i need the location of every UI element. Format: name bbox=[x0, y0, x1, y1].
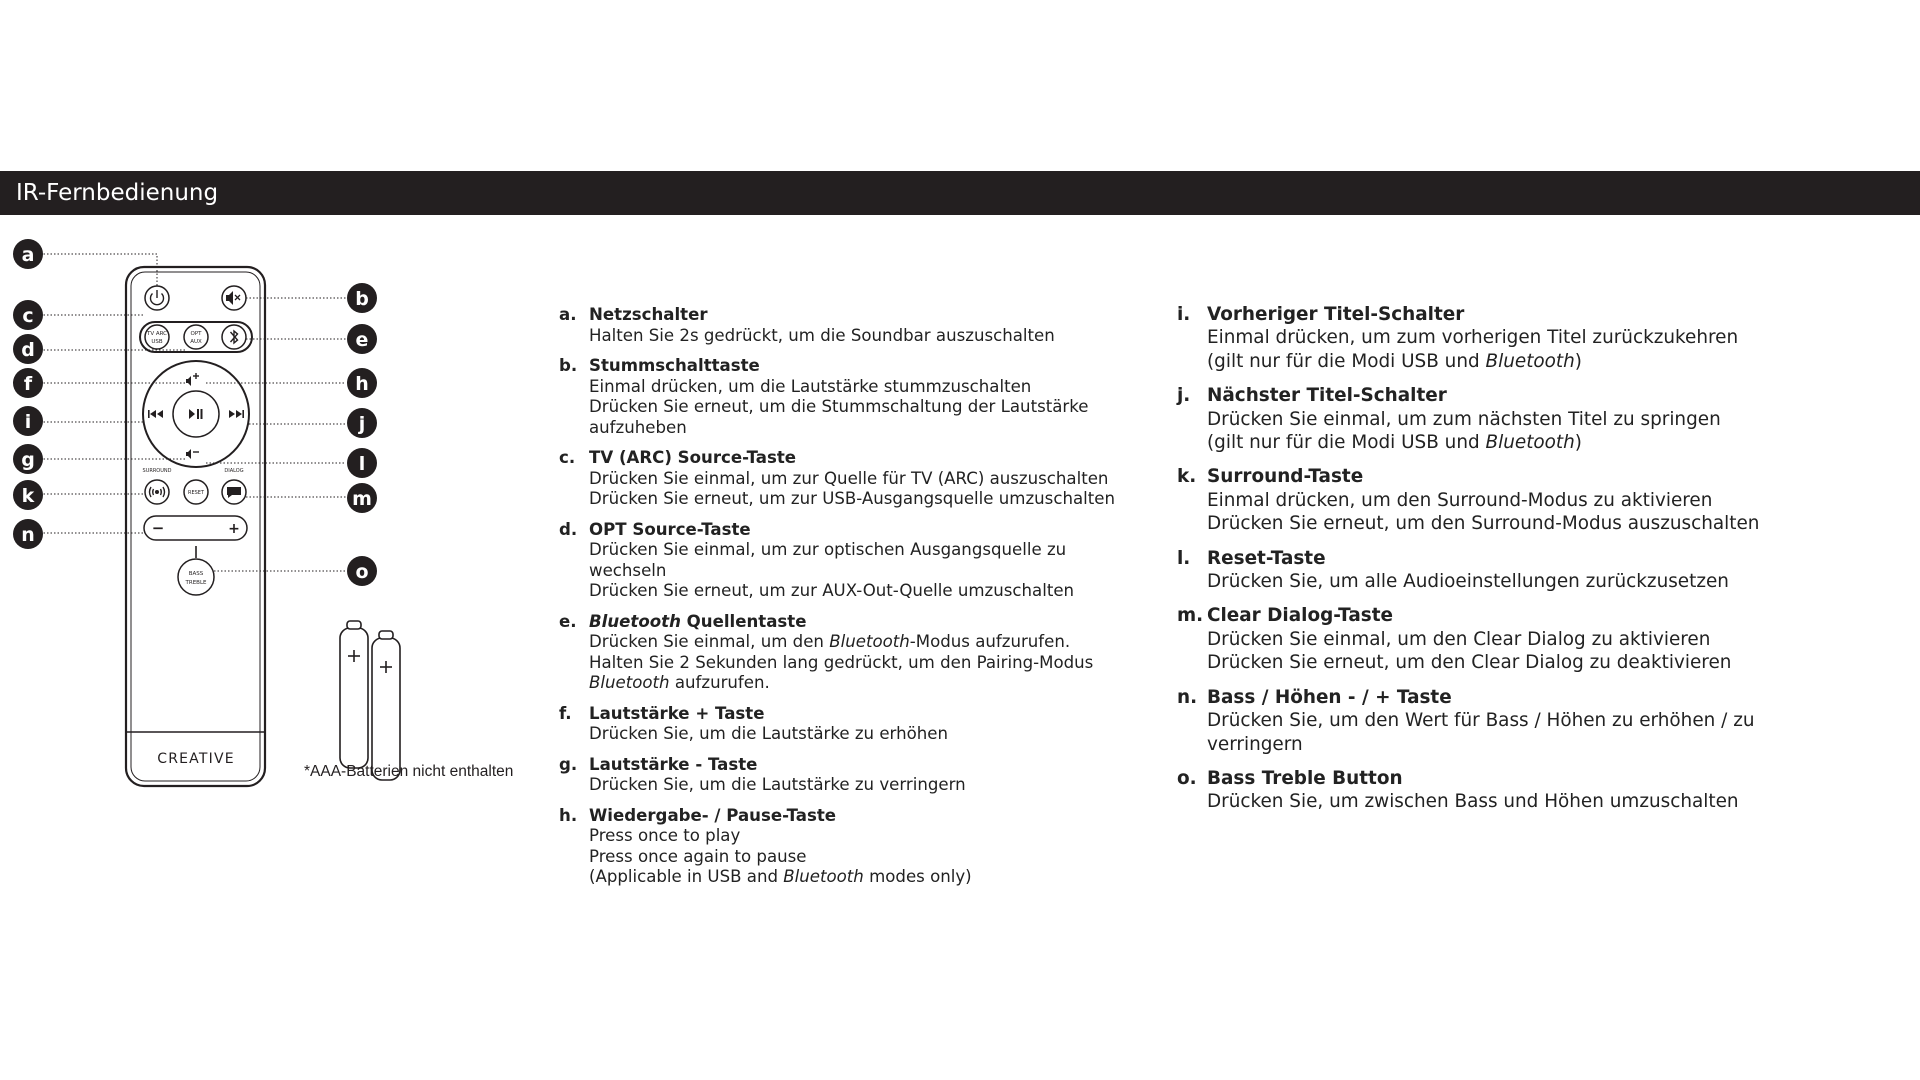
dialog-icon bbox=[227, 487, 241, 498]
item-title: Reset-Taste bbox=[1207, 547, 1326, 569]
item-line: (Applicable in USB and Bluetooth modes only) bbox=[589, 867, 972, 886]
opt-aux-button bbox=[184, 325, 208, 349]
item-line: Drücken Sie einmal, um zur optischen Ausgangsquelle zu wechseln bbox=[589, 540, 1067, 580]
item-title: Netzschalter bbox=[589, 305, 708, 324]
item-line: Drücken Sie, um alle Audioeinstellungen zurückzusetzen bbox=[1207, 571, 1729, 593]
callout-f: f bbox=[23, 373, 33, 395]
callout-e: e bbox=[355, 329, 369, 351]
callout-n: n bbox=[21, 524, 35, 546]
item-line: Einmal drücken, um die Lautstärke stummzuschalten bbox=[589, 376, 1032, 396]
opt-label: OPT bbox=[190, 331, 202, 337]
item-letter: g. bbox=[559, 754, 578, 774]
description-item bbox=[1177, 384, 1777, 454]
item-letter: a. bbox=[559, 305, 577, 324]
description-item bbox=[559, 704, 1119, 745]
item-line: Drücken Sie erneut, um den Clear Dialog zu deaktivieren bbox=[1207, 652, 1732, 674]
item-letter: m. bbox=[1177, 605, 1204, 627]
description-item bbox=[1177, 604, 1777, 674]
callout-c: c bbox=[22, 305, 34, 327]
callout-j: j bbox=[358, 413, 366, 435]
item-title: Lautstärke - Taste bbox=[589, 754, 758, 774]
item-letter: j. bbox=[1177, 385, 1191, 407]
item-title: Surround-Taste bbox=[1207, 466, 1364, 488]
volume-down-icon bbox=[186, 449, 191, 459]
description-item bbox=[559, 520, 1119, 602]
item-letter: c. bbox=[559, 448, 576, 467]
description-item bbox=[559, 356, 1119, 438]
callout-g: g bbox=[21, 449, 35, 471]
item-line: Press once again to pause bbox=[589, 846, 807, 866]
callout-i: i bbox=[24, 411, 32, 433]
callout-a: a bbox=[21, 244, 35, 266]
item-letter: i. bbox=[1177, 304, 1191, 325]
description-item bbox=[559, 448, 1119, 510]
item-title: Stummschalttaste bbox=[589, 356, 760, 375]
item-letter: b. bbox=[559, 356, 578, 375]
description-column-left bbox=[559, 305, 1119, 898]
item-line: Drücken Sie erneut, um zur AUX-Out-Quelle umzuschalten bbox=[589, 581, 1075, 600]
item-line: Drücken Sie erneut, um den Surround-Modus auszuschalten bbox=[1207, 513, 1760, 535]
item-line: Drücken Sie einmal, um zum nächsten Titel zu springen bbox=[1207, 408, 1721, 430]
item-title: Vorheriger Titel-Schalter bbox=[1207, 304, 1465, 325]
mute-button bbox=[222, 286, 246, 310]
page-title: IR-Fernbedienung bbox=[16, 180, 219, 206]
tv-arc-button bbox=[145, 325, 169, 349]
header-bar bbox=[0, 171, 1920, 215]
surround-label: SURROUND bbox=[142, 468, 172, 474]
item-letter: e. bbox=[559, 611, 577, 631]
battery-note: *AAA-Batterien nicht enthalten bbox=[304, 763, 514, 780]
callout-k: k bbox=[21, 485, 35, 507]
item-title: Bass / Höhen - / + Taste bbox=[1207, 686, 1452, 708]
item-line: Drücken Sie, um den Wert für Bass / Höhen zu erhöhen / zu verringern bbox=[1207, 710, 1755, 755]
item-title: OPT Source-Taste bbox=[589, 519, 751, 539]
callout-d: d bbox=[21, 339, 35, 361]
treble-label: TREBLE bbox=[185, 580, 207, 586]
description-column-right bbox=[1177, 303, 1777, 825]
item-line: Drücken Sie erneut, um zur USB-Ausgangsquelle umzuschalten bbox=[589, 489, 1115, 508]
batteries bbox=[340, 621, 400, 780]
minus-label: − bbox=[151, 519, 165, 537]
item-line: Drücken Sie einmal, um den Bluetooth-Modus aufzurufen. Halten Sie 2 Sekunden lang gedrückt, um den Pairing-Modus Bluetooth aufzurufen. bbox=[589, 632, 1094, 692]
callout-m: m bbox=[352, 488, 372, 510]
item-title: Nächster Titel-Schalter bbox=[1207, 385, 1447, 407]
item-line: Drücken Sie erneut, um die Stummschaltung der Lautstärke aufzuheben bbox=[589, 397, 1089, 437]
item-line: Einmal drücken, um den Surround-Modus zu aktivieren bbox=[1207, 489, 1713, 511]
play-pause-icon bbox=[189, 409, 195, 419]
item-line: Drücken Sie, um zwischen Bass und Höhen umzuschalten bbox=[1207, 791, 1739, 813]
item-line: (gilt nur für die Modi USB und Bluetooth) bbox=[1207, 350, 1582, 372]
description-item bbox=[1177, 303, 1777, 373]
callout-l: l bbox=[358, 453, 366, 475]
reset-label: RESET bbox=[187, 490, 205, 496]
item-line: (gilt nur für die Modi USB und Bluetooth) bbox=[1207, 432, 1582, 454]
description-item bbox=[559, 612, 1119, 694]
callout-h: h bbox=[355, 373, 369, 395]
description-item bbox=[1177, 465, 1777, 535]
item-letter: n. bbox=[1177, 686, 1198, 708]
item-title bbox=[589, 612, 1119, 633]
bass-treble-button bbox=[178, 559, 214, 595]
item-title-emphasis: Bluetooth bbox=[589, 611, 681, 631]
item-line: Drücken Sie einmal, um zur Quelle für TV (ARC) auszuschalten bbox=[589, 468, 1109, 488]
volume-up-icon bbox=[186, 376, 191, 386]
item-letter: l. bbox=[1177, 547, 1191, 569]
item-letter: d. bbox=[559, 519, 578, 539]
description-item bbox=[559, 305, 1119, 346]
item-title: Clear Dialog-Taste bbox=[1207, 605, 1393, 627]
play-pause-button bbox=[173, 391, 219, 437]
item-title: Lautstärke + Taste bbox=[589, 703, 765, 723]
item-title-text: Quellentaste bbox=[680, 611, 807, 631]
description-item bbox=[1177, 686, 1777, 756]
item-title: Bass Treble Button bbox=[1207, 767, 1403, 789]
item-letter: o. bbox=[1177, 767, 1197, 789]
bluetooth-icon bbox=[231, 331, 238, 343]
tv-arc-label: TV ARC bbox=[146, 331, 168, 337]
plus-label: + bbox=[228, 521, 240, 537]
item-line: Drücken Sie einmal, um den Clear Dialog zu aktivieren bbox=[1207, 628, 1711, 650]
usb-label: USB bbox=[151, 339, 163, 345]
callout-b: b bbox=[355, 288, 369, 310]
description-item bbox=[559, 806, 1119, 888]
callout-o: o bbox=[355, 561, 369, 583]
item-letter: f. bbox=[559, 703, 572, 723]
remote-diagram bbox=[0, 230, 520, 810]
aux-label: AUX bbox=[190, 339, 202, 345]
previous-icon bbox=[148, 410, 163, 418]
item-title: Wiedergabe- / Pause-Taste bbox=[589, 805, 837, 825]
item-line: Press once to play bbox=[589, 826, 741, 845]
description-item bbox=[1177, 767, 1777, 814]
item-title: TV (ARC) Source-Taste bbox=[589, 448, 797, 467]
dialog-label: DIALOG bbox=[224, 468, 244, 474]
item-line: Einmal drücken, um zum vorherigen Titel zurückzukehren bbox=[1207, 327, 1739, 349]
item-letter: k. bbox=[1177, 466, 1197, 488]
description-item bbox=[1177, 547, 1777, 594]
bass-label: BASS bbox=[188, 571, 204, 577]
item-line: Drücken Sie, um die Lautstärke zu verringern bbox=[589, 775, 966, 794]
description-item bbox=[559, 755, 1119, 796]
brand-logo: CREATIVE bbox=[157, 751, 235, 767]
mute-icon bbox=[226, 291, 233, 305]
next-icon bbox=[229, 410, 244, 418]
item-line: Halten Sie 2s gedrückt, um die Soundbar auszuschalten bbox=[589, 325, 1055, 345]
item-letter: h. bbox=[559, 805, 578, 825]
item-line: Drücken Sie, um die Lautstärke zu erhöhen bbox=[589, 724, 948, 743]
